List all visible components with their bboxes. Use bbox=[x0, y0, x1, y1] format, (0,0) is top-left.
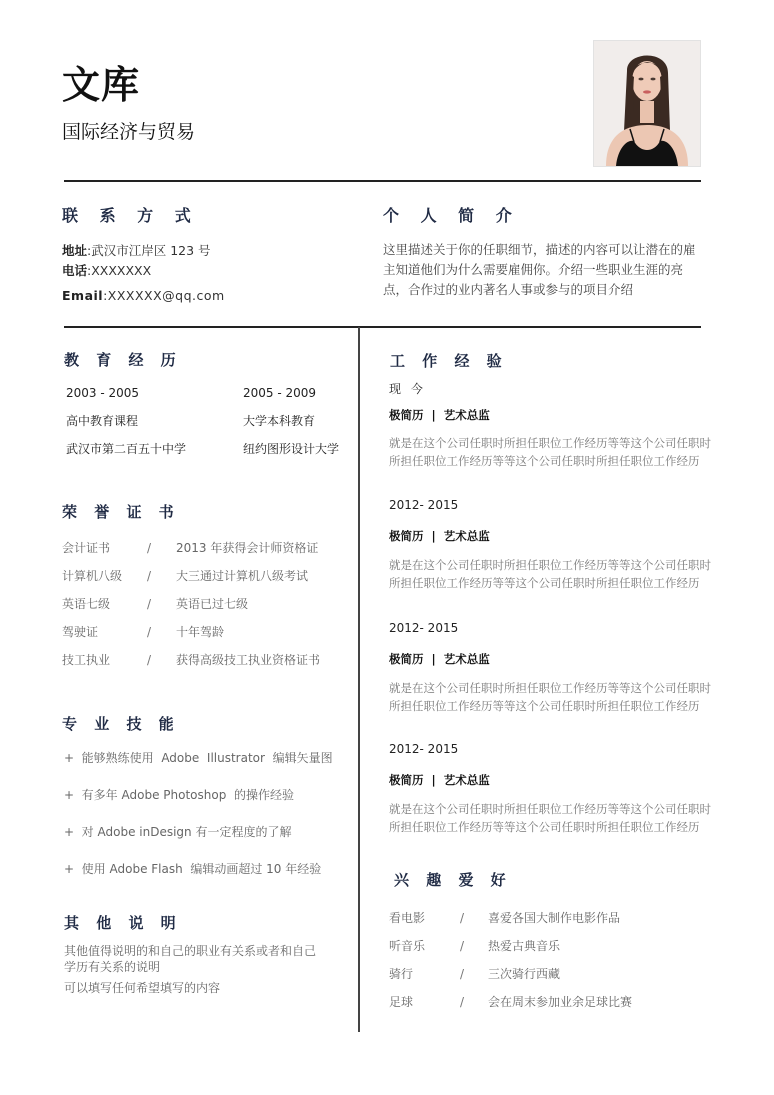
honor-desc: 十年驾龄 bbox=[176, 625, 225, 639]
edu-school-2: 纽约图形设计大学 bbox=[243, 442, 340, 456]
skill-item: + 能够熟练使用 Adobe Illustrator 编辑矢量图 bbox=[64, 751, 333, 765]
hobby-name: 看电影 bbox=[389, 911, 426, 925]
work-title: 工 作 经 验 bbox=[390, 352, 508, 370]
intro-title: 个 人 简 介 bbox=[383, 206, 520, 225]
edu-period-2: 2005 - 2009 bbox=[243, 386, 317, 400]
contact-title: 联 系 方 式 bbox=[62, 206, 199, 225]
phone-value: :XXXXXXX bbox=[87, 263, 152, 278]
phone-row bbox=[62, 263, 151, 279]
work-desc: 就是在这个公司任职时所担任职位工作经历等等这个公司任职时所担任职位工作经历等等这个公司任职时所担任职位工作经历 bbox=[389, 681, 711, 713]
work-period: 2012- 2015 bbox=[389, 621, 459, 635]
work-desc: 就是在这个公司任职时所担任职位工作经历等等这个公司任职时所担任职位工作经历等等这个公司任职时所担任职位工作经历 bbox=[389, 802, 711, 834]
other-title: 其 他 说 明 bbox=[64, 914, 182, 932]
email-label: Email bbox=[62, 288, 104, 303]
work-period: 现 今 bbox=[389, 382, 426, 396]
edu-course-1: 高中教育课程 bbox=[66, 414, 139, 428]
skills-title: 专 业 技 能 bbox=[62, 715, 180, 733]
honor-separator: / bbox=[147, 597, 152, 611]
edu-course-2: 大学本科教育 bbox=[243, 414, 316, 428]
honor-desc: 获得高级技工执业资格证书 bbox=[176, 653, 321, 667]
profile-photo bbox=[593, 40, 701, 167]
other-line-1: 其他值得说明的和自己的职业有关系或者和自己学历有关系的说明 bbox=[64, 944, 317, 974]
honor-name: 英语七级 bbox=[62, 597, 111, 611]
resume-name: 文库 bbox=[62, 63, 141, 107]
hobby-separator: / bbox=[460, 967, 465, 981]
work-desc: 就是在这个公司任职时所担任职位工作经历等等这个公司任职时所担任职位工作经历等等这个公司任职时所担任职位工作经历 bbox=[389, 436, 711, 468]
honor-separator: / bbox=[147, 541, 152, 555]
resume-major: 国际经济与贸易 bbox=[62, 121, 196, 143]
honor-name: 驾驶证 bbox=[62, 625, 99, 639]
work-role: 极简历 | 艺术总监 bbox=[389, 773, 490, 787]
skill-item: + 使用 Adobe Flash 编辑动画超过 10 年经验 bbox=[64, 862, 322, 876]
portrait-image bbox=[594, 41, 700, 166]
address-label: 地址 bbox=[62, 243, 88, 258]
other-line-2: 可以填写任何希望填写的内容 bbox=[64, 981, 221, 995]
honor-desc: 2013 年获得会计师资格证 bbox=[176, 541, 319, 555]
section-divider bbox=[64, 326, 701, 328]
hobby-desc: 会在周末参加业余足球比赛 bbox=[488, 995, 633, 1009]
work-role: 极简历 | 艺术总监 bbox=[389, 408, 490, 422]
edu-period-1: 2003 - 2005 bbox=[66, 386, 140, 400]
honor-separator: / bbox=[147, 653, 152, 667]
address-value: :武汉市江岸区 123 号 bbox=[87, 243, 211, 258]
skill-item: + 对 Adobe inDesign 有一定程度的了解 bbox=[64, 825, 292, 839]
address-row bbox=[62, 243, 211, 259]
work-desc: 就是在这个公司任职时所担任职位工作经历等等这个公司任职时所担任职位工作经历等等这个公司任职时所担任职位工作经历 bbox=[389, 558, 711, 590]
column-divider bbox=[358, 327, 360, 1032]
honor-name: 会计证书 bbox=[62, 541, 111, 555]
hobby-separator: / bbox=[460, 939, 465, 953]
work-period: 2012- 2015 bbox=[389, 742, 459, 756]
hobby-separator: / bbox=[460, 911, 465, 925]
honors-title: 荣 誉 证 书 bbox=[62, 503, 180, 521]
education-title: 教 育 经 历 bbox=[64, 351, 182, 369]
edu-school-1: 武汉市第二百五十中学 bbox=[66, 442, 187, 456]
hobbies-title: 兴 趣 爱 好 bbox=[394, 871, 512, 889]
honor-separator: / bbox=[147, 625, 152, 639]
hobby-name: 足球 bbox=[389, 995, 414, 1009]
honor-desc: 大三通过计算机八级考试 bbox=[176, 569, 309, 583]
intro-text: 这里描述关于你的任职细节，描述的内容可以让潜在的雇主知道他们为什么需要雇佣你。介绍一些职业生涯的亮点，合作过的业内著名人事或参与的项目介绍 bbox=[383, 242, 696, 297]
honor-name: 计算机八级 bbox=[62, 569, 123, 583]
hobby-separator: / bbox=[460, 995, 465, 1009]
work-role: 极简历 | 艺术总监 bbox=[389, 652, 490, 666]
phone-label: 电话 bbox=[62, 263, 88, 278]
honor-separator: / bbox=[147, 569, 152, 583]
hobby-name: 听音乐 bbox=[389, 939, 426, 953]
work-role: 极简历 | 艺术总监 bbox=[389, 529, 490, 543]
hobby-desc: 喜爱各国大制作电影作品 bbox=[488, 911, 621, 925]
honor-name: 技工执业 bbox=[62, 653, 111, 667]
work-period: 2012- 2015 bbox=[389, 498, 459, 512]
skill-item: + 有多年 Adobe Photoshop 的操作经验 bbox=[64, 788, 294, 802]
email-row bbox=[62, 288, 225, 304]
email-value: :XXXXXX@qq.com bbox=[103, 288, 225, 303]
honor-desc: 英语已过七级 bbox=[176, 597, 249, 611]
hobby-desc: 三次骑行西藏 bbox=[488, 967, 561, 981]
hobby-name: 骑行 bbox=[389, 967, 414, 981]
header-divider bbox=[64, 180, 701, 182]
hobby-desc: 热爱古典音乐 bbox=[488, 939, 561, 953]
